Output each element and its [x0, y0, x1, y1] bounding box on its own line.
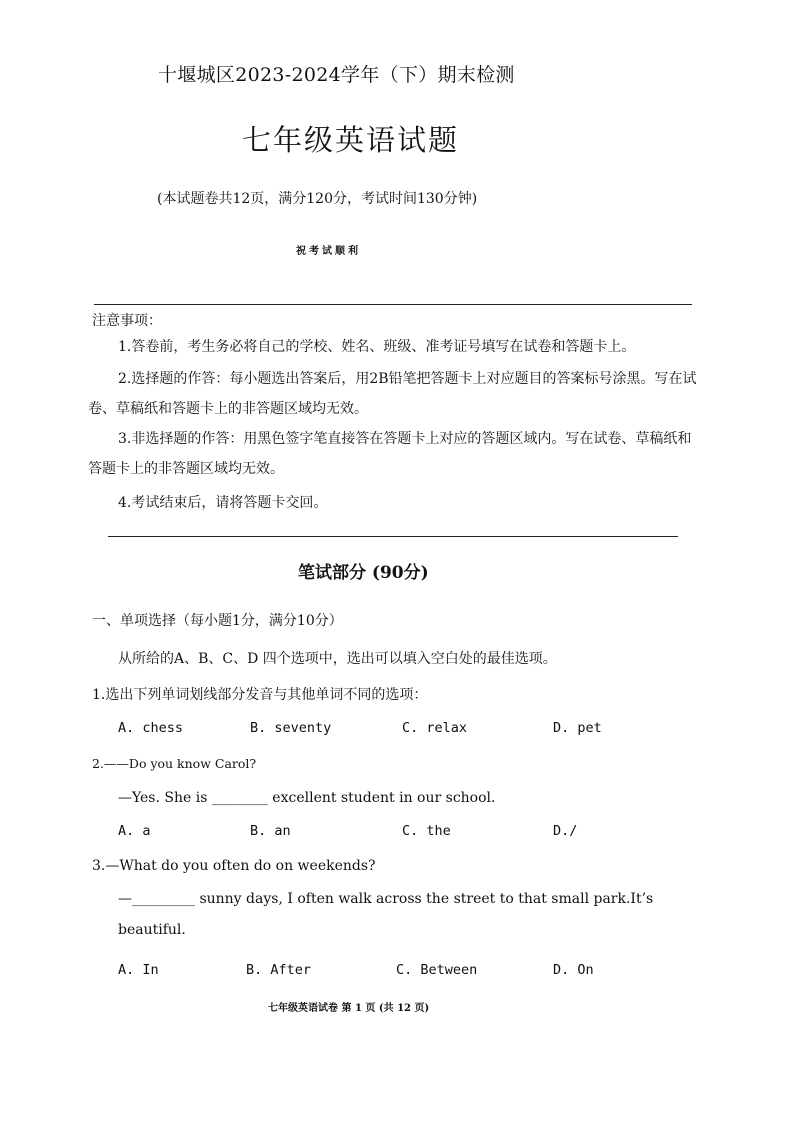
question-1-option-d: D. pet — [553, 720, 602, 736]
question-2-line: —Yes. She is ________ excellent student in our school. — [118, 790, 496, 806]
question-3-option-a: A. In — [118, 962, 159, 978]
divider-top — [94, 304, 692, 305]
part-title: 一、单项选择（每小题1分，满分10分） — [92, 613, 343, 629]
question-3-option-b: B. After — [246, 962, 312, 978]
question-3-line: —_________ sunny days, I often walk across the street to that small park.It’s — [118, 891, 654, 907]
notice-heading: 注意事项： — [92, 313, 162, 329]
notice-item-1: 1.答卷前，考生务必将自己的学校、姓名、班级、准考证号填写在试卷和答题卡上。 — [118, 339, 636, 355]
notice-item-2: 2.选择题的作答：每小题选出答案后，用2B铅笔把答题卡上对应题目的答案标号涂黑。写在试卷、草稿纸和答题卡上的非答题区域均无效。 — [88, 371, 697, 417]
section-title: 笔试部分 (90分) — [298, 563, 429, 583]
question-2-option-d: D./ — [553, 823, 578, 839]
question-2-option-b: B. an — [250, 823, 291, 839]
question-2-stem: 2.——Do you know Carol? — [92, 756, 257, 771]
question-2-option-c: C. the — [402, 823, 451, 839]
notice-item-3: 3.非选择题的作答：用黑色签字笔直接答在答题卡上对应的答题区域内。写在试卷、草稿纸和答题卡上的非答题区域均无效。 — [88, 431, 692, 477]
page-title: 七年级英语试题 — [242, 123, 460, 157]
question-1-stem: 1.选出下列单词划线部分发音与其他单词不同的选项： — [92, 687, 428, 703]
good-luck-text: 祝考试顺利 — [296, 246, 361, 257]
part-instruction: 从所给的A、B、C、D 四个选项中，选出可以填入空白处的最佳选项。 — [118, 651, 557, 667]
question-2-option-a: A. a — [118, 823, 151, 839]
question-3-line-cont: beautiful. — [118, 922, 186, 938]
page-footer: 七年级英语试卷 第 1 页 (共 12 页) — [268, 1003, 430, 1014]
exam-header-title: 十堰城区2023-2024学年（下）期末检测 — [158, 64, 515, 86]
question-3-option-c: C. Between — [396, 962, 478, 978]
question-1-option-a: A. chess — [118, 720, 184, 736]
question-3-option-d: D. On — [553, 962, 594, 978]
divider-bottom — [108, 536, 678, 537]
exam-info-subtitle: (本试题卷共12页，满分120分，考试时间130分钟) — [157, 191, 478, 207]
question-1-option-c: C. relax — [402, 720, 468, 736]
question-1-option-b: B. seventy — [250, 720, 332, 736]
question-3-stem: 3.—What do you often do on weekends? — [92, 858, 376, 874]
notice-item-4: 4.考试结束后，请将答题卡交回。 — [118, 495, 328, 511]
